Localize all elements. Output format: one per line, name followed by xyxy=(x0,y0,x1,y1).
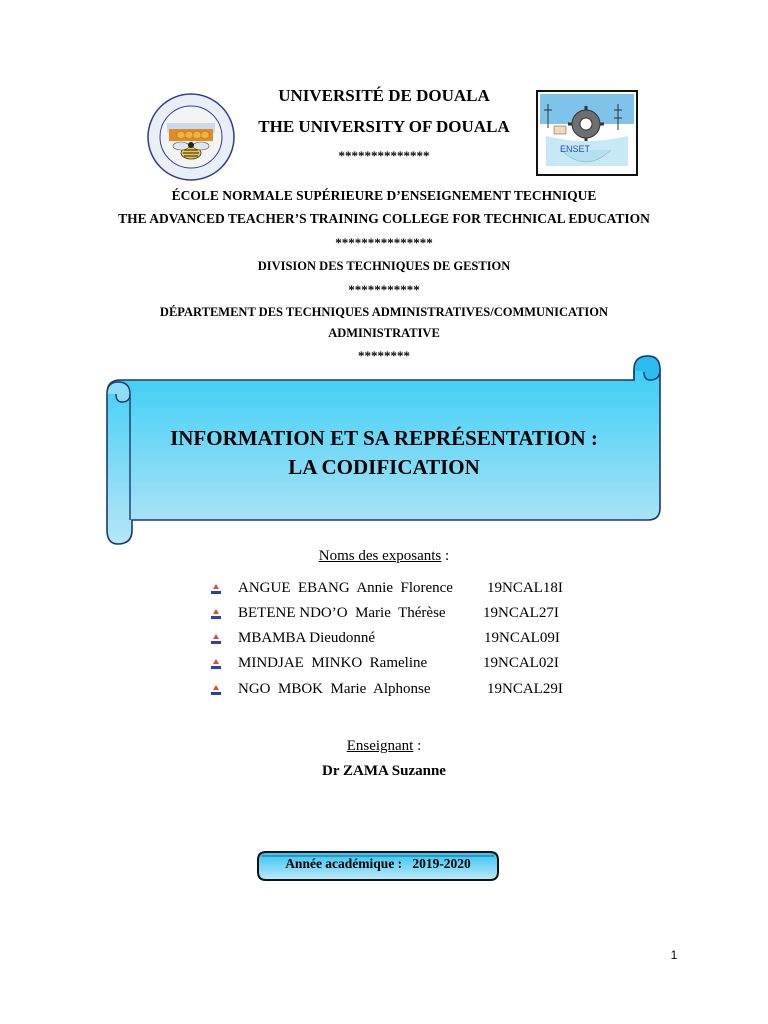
teacher-heading-colon: : xyxy=(413,738,422,754)
page-number: 1 xyxy=(670,948,678,962)
academic-year xyxy=(256,856,500,872)
teacher-name: Dr ZAMA Suzanne xyxy=(322,763,446,779)
document-title-line-2: LA CODIFICATION xyxy=(288,455,480,479)
list-item xyxy=(210,630,590,650)
arrow-bullet-icon xyxy=(210,633,222,645)
department-line-1: DÉPARTEMENT DES TECHNIQUES ADMINISTRATIVES/COMMUNICATION xyxy=(159,305,609,319)
teacher-heading-label: Enseignant xyxy=(346,738,414,754)
presenters-heading-colon: : xyxy=(441,548,450,564)
list-item xyxy=(210,681,590,701)
document-title-line-1: INFORMATION ET SA REPRÉSENTATION : xyxy=(170,426,598,450)
separator-stars-1: ************** xyxy=(338,148,430,163)
arrow-bullet-icon xyxy=(210,583,222,595)
presenter-name: MINDJAE MINKO Rameline xyxy=(238,655,428,671)
university-seal-logo xyxy=(147,93,235,181)
school-name-fr: ÉCOLE NORMALE SUPÉRIEURE D’ENSEIGNEMENT TECHNIQUE xyxy=(171,188,597,203)
presenter-code: 19NCAL02I xyxy=(483,655,559,671)
department-line-2: ADMINISTRATIVE xyxy=(328,326,440,340)
teacher-heading xyxy=(0,738,768,755)
enset-logo-label: ENSET xyxy=(560,144,591,154)
presenter-code: 19NCAL18I xyxy=(487,580,563,596)
presenter-code: 19NCAL09I xyxy=(484,630,560,646)
academic-year-label: Année académique : xyxy=(285,856,403,871)
list-item xyxy=(210,605,590,625)
academic-year-value: 2019-2020 xyxy=(412,856,471,871)
presenter-code: 19NCAL29I xyxy=(487,681,563,697)
separator-stars-3: *********** xyxy=(348,282,420,297)
arrow-bullet-icon xyxy=(210,608,222,620)
presenter-name: NGO MBOK Marie Alphonse xyxy=(238,681,431,697)
presenters-heading xyxy=(0,548,768,565)
arrow-bullet-icon xyxy=(210,684,222,696)
university-name-en: THE UNIVERSITY OF DOUALA xyxy=(258,117,510,136)
separator-stars-2: *************** xyxy=(335,235,433,250)
presenter-name: BETENE NDO’O Marie Thérèse xyxy=(238,605,446,621)
presenter-name: ANGUE EBANG Annie Florence xyxy=(238,580,453,596)
presenter-code: 19NCAL27I xyxy=(483,605,559,621)
school-name-en: THE ADVANCED TEACHER’S TRAINING COLLEGE FOR TECHNICAL EDUCATION xyxy=(118,211,650,226)
presenters-heading-label: Noms des exposants xyxy=(318,548,442,564)
list-item xyxy=(210,655,590,675)
university-name-fr: UNIVERSITÉ DE DOUALA xyxy=(278,86,490,105)
presenter-name: MBAMBA Dieudonné xyxy=(238,630,376,646)
separator-stars-4: ******** xyxy=(358,348,410,363)
division-name: DIVISION DES TECHNIQUES DE GESTION xyxy=(257,259,511,273)
list-item xyxy=(210,580,590,600)
arrow-bullet-icon xyxy=(210,658,222,670)
